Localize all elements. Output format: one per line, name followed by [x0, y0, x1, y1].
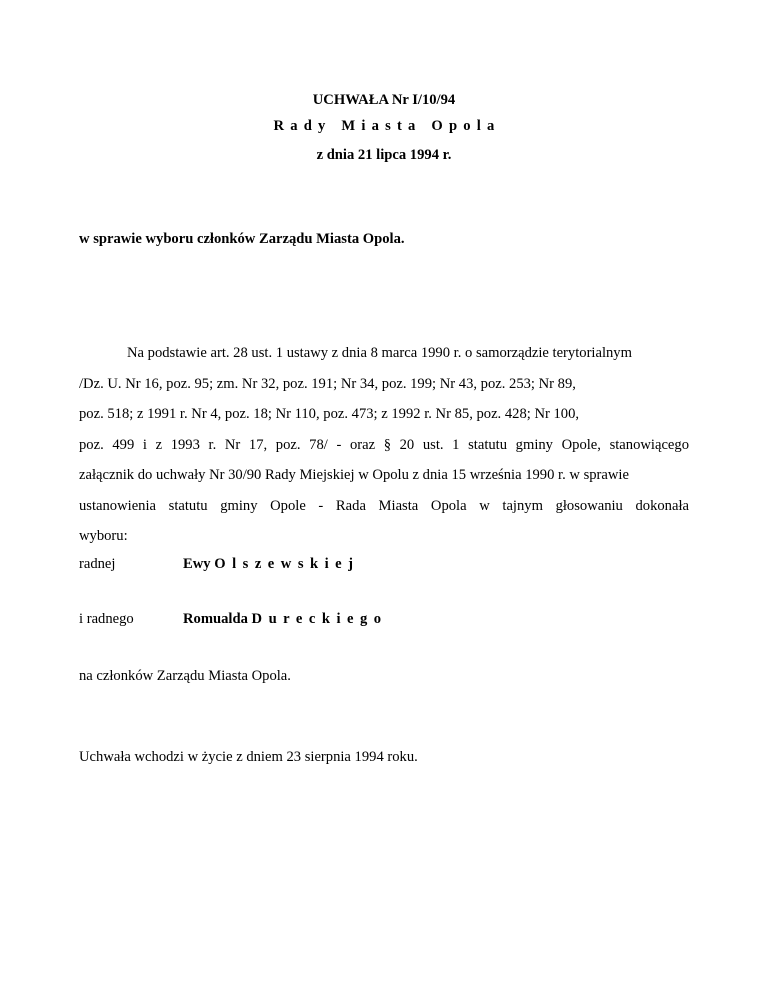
resolution-subject: w sprawie wyboru członków Zarządu Miasta Opola.: [79, 231, 405, 247]
council-name: Rady Miasta Opola: [273, 118, 501, 134]
person-surname: Olszewskiej: [214, 556, 360, 572]
body-line: Na podstawie art. 28 ust. 1 ustawy z dnia 8 marca 1990 r. o samorządzie terytorialnym: [127, 345, 632, 361]
closing-text: na członków Zarządu Miasta Opola.: [79, 668, 291, 684]
person-first-name: Romualda: [183, 611, 248, 627]
person-name: [183, 556, 360, 573]
body-line: ustanowienia statutu gminy Opole - Rada Miasta Opola w tajnym głosowaniu dokonała: [79, 497, 689, 514]
body-line: wyboru:: [79, 528, 128, 544]
body-line: poz. 518; z 1991 r. Nr 4, poz. 18; Nr 110, poz. 473; z 1992 r. Nr 85, poz. 428; Nr 100,: [79, 406, 580, 422]
resolution-body: [79, 338, 689, 552]
body-line: /Dz. U. Nr 16, poz. 95; zm. Nr 32, poz. 191; Nr 34, poz. 199; Nr 43, poz. 253; Nr 89,: [79, 375, 576, 392]
person-label: radnej: [79, 556, 116, 572]
effective-date-clause: Uchwała wchodzi w życie z dniem 23 sierpnia 1994 roku.: [79, 749, 418, 765]
person-first-name: Ewy: [183, 556, 211, 572]
person-surname: Dureckiego: [251, 611, 388, 627]
person-name: [183, 611, 388, 628]
body-line: załącznik do uchwały Nr 30/90 Rady Miejskiej w Opolu z dnia 15 września 1990 r. w sprawie: [79, 467, 629, 483]
resolution-date: z dnia 21 lipca 1994 r.: [316, 147, 452, 163]
body-line: poz. 499 i z 1993 r. Nr 17, poz. 78/ - oraz § 20 ust. 1 statutu gminy Opole, stanowiącego: [79, 436, 689, 453]
person-label: i radnego: [79, 611, 134, 627]
resolution-title: UCHWAŁA Nr I/10/94: [312, 92, 456, 108]
